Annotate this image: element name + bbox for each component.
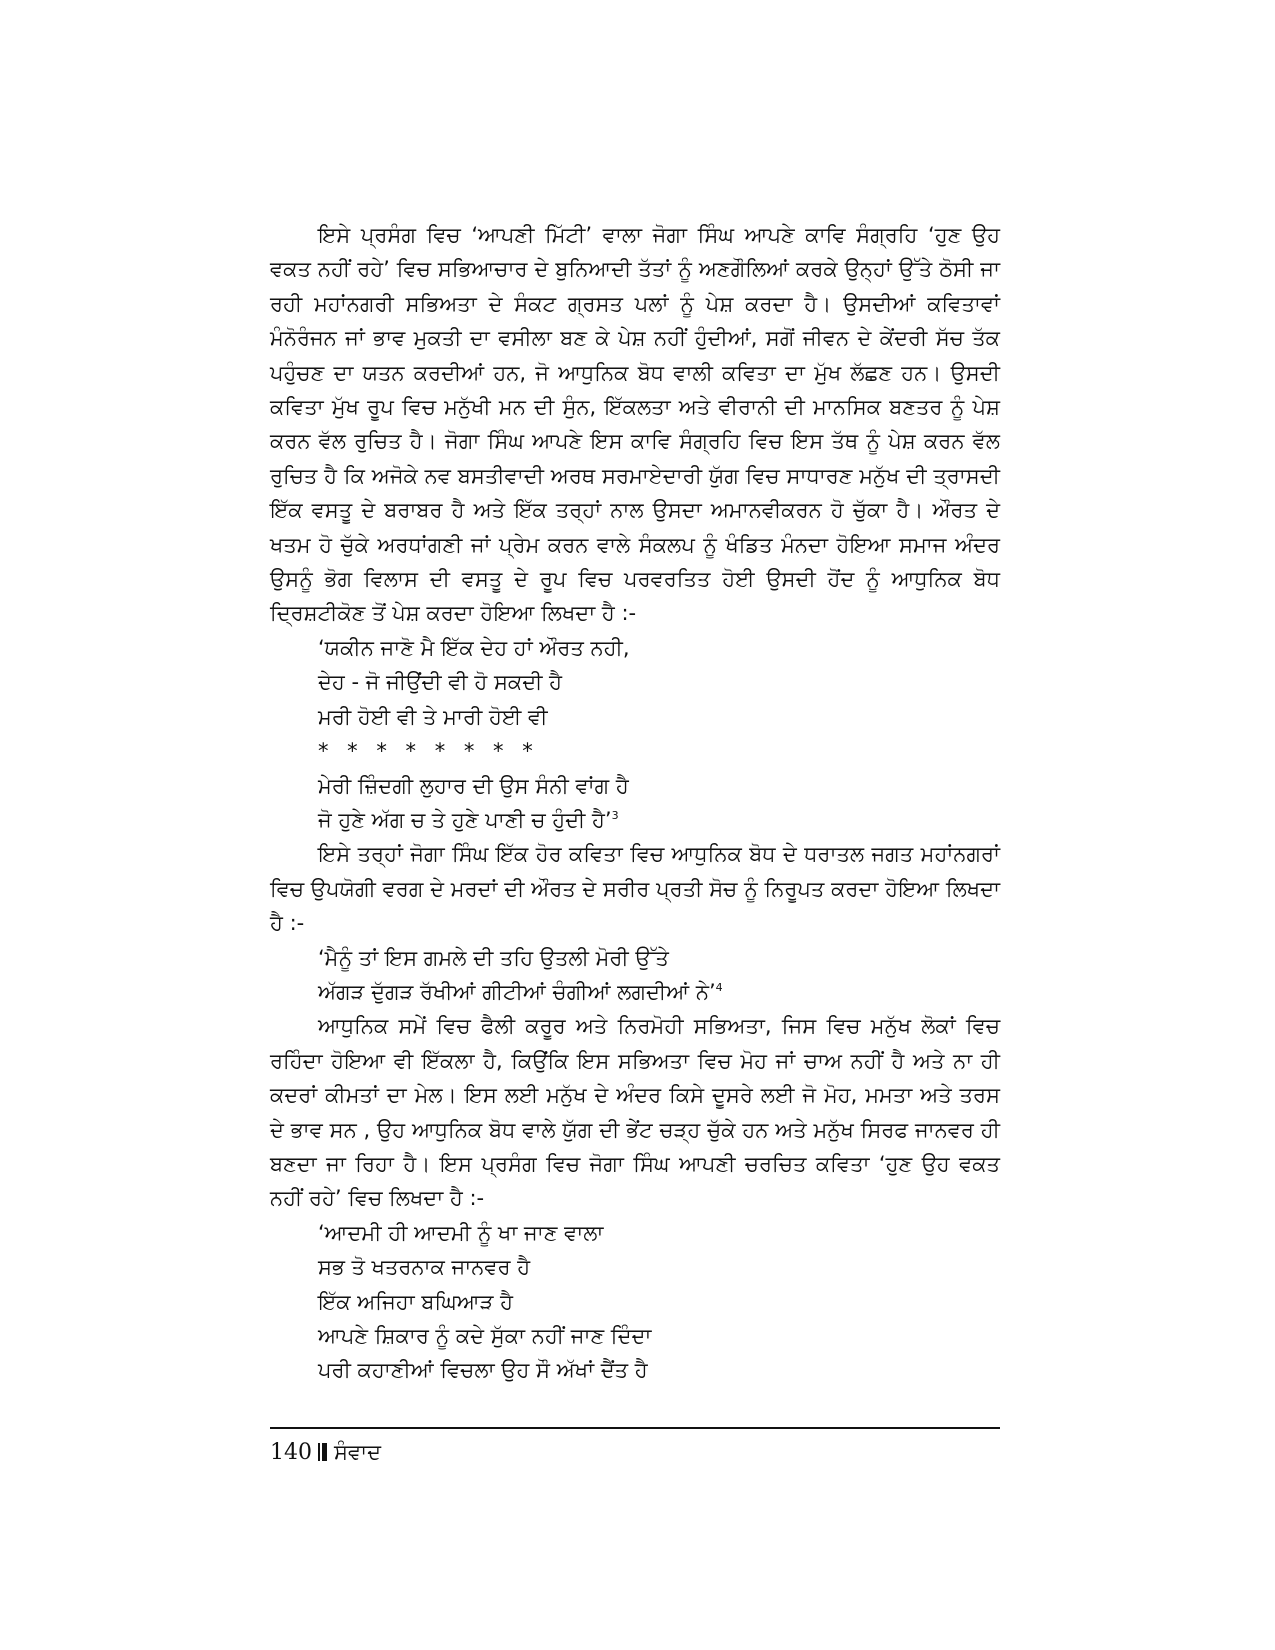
poem-line: ਸਭ ਤੋ ਖਤਰਨਾਕ ਜਾਨਵਰ ਹੈ (318, 1255, 531, 1280)
poem-line: ‘ਆਦਮੀ ਹੀ ਆਦਮੀ ਨੂੰ ਖਾ ਜਾਣ ਵਾਲਾ (318, 1220, 604, 1245)
poem-line: ਪਰੀ ਕਹਾਣੀਆਂ ਵਿਚਲਾ ਉਹ ਸੌ ਅੱਖਾਂ ਦੈਂਤ ਹੈ (318, 1358, 648, 1383)
poem-line-text: ਜੋ ਹੁਣੇ ਅੱਗ ਚ ਤੇ ਹੁਣੇ ਪਾਣੀ ਚ ਹੁੰਦੀ ਹੈ’ (318, 807, 612, 832)
poem-line: ਇੱਕ ਅਜਿਹਾ ਬਘਿਆੜ ਹੈ (318, 1289, 513, 1314)
poem-quote-3 (270, 1216, 1000, 1388)
double-bar-icon (318, 1442, 328, 1462)
section-break-stars: * * * * * * * * (318, 739, 539, 764)
poem-line: ‘ਮੈਨੂੰ ਤਾਂ ਇਸ ਗਮਲੇ ਦੀ ਤਹਿ ਉਤਲੀ ਮੋਰੀ ਉੱਤੇ (318, 945, 669, 970)
poem-line: ਆਪਣੇ ਸ਼ਿਕਾਰ ਨੂੰ ਕਦੇ ਸੁੱਕਾ ਨਹੀਂ ਜਾਣ ਦਿੰਦਾ (318, 1324, 652, 1348)
poem-line: ‘ਯਕੀਨ ਜਾਣੋ ਮੈ ਇੱਕ ਦੇਹ ਹਾਂ ਔਰਤ ਨਹੀ, (318, 635, 630, 660)
poem-quote-1 (270, 631, 1000, 837)
page-number: 140 (270, 1439, 312, 1465)
poem-line: ਦੇਹ - ਜੋ ਜੀਉਂਦੀ ਵੀ ਹੋ ਸਕਦੀ ਹੈ (318, 670, 563, 695)
paragraph-2: ਇਸੇ ਤਰ੍ਹਾਂ ਜੋਗਾ ਸਿੰਘ ਇੱਕ ਹੋਰ ਕਵਿਤਾ ਵਿਚ ਆਧੁਨਿਕ ਬੋਧ ਦੇ ਧਰਾਤਲ ਜਗਤ ਮਹਾਂਨਗਰਾਂ ਵਿਚ ਉਪਯੋਗੀ ਵਰਗ ਦੇ ਮਰਦਾਂ ਦੀ ਔਰਤ ਦੇ ਸਰੀਰ ਪ੍ਰਤੀ ਸੋਚ ਨੂੰ ਨਿਰੂਪਤ ਕਰਦਾ ਹੋਇਆ ਲਿਖਦਾ ਹੈ :- (270, 842, 1000, 936)
poem-line: ਮੇਰੀ ਜ਼ਿੰਦਗੀ ਲੁਹਾਰ ਦੀ ਉਸ ਸੰਨੀ ਵਾਂਗ ਹੈ (318, 773, 629, 798)
poem-line: ਮਰੀ ਹੋਈ ਵੀ ਤੇ ਮਾਰੀ ਹੋਈ ਵੀ (318, 704, 548, 729)
journal-name: ਸੰਵਾਦ (334, 1439, 382, 1464)
poem-line-text: ਅੱਗੜ ਦੁੱਗੜ ਰੱਖੀਆਂ ਗੀਟੀਆਂ ਚੰਗੀਆਂ ਲਗਦੀਆਂ ਨੇ’ (318, 979, 716, 1004)
paragraph-3: ਆਧੁਨਿਕ ਸਮੇਂ ਵਿਚ ਫੈਲੀ ਕਰੂਰ ਅਤੇ ਨਿਰਮੋਹੀ ਸਭਿਅਤਾ, ਜਿਸ ਵਿਚ ਮਨੁੱਖ ਲੋਕਾਂ ਵਿਚ ਰਹਿੰਦਾ ਹੋਇਆ ਵੀ ਇੱਕਲਾ ਹੈ, ਕਿਉਂਕਿ ਇਸ ਸਭਿਅਤਾ ਵਿਚ ਮੋਹ ਜਾਂ ਚਾਅ ਨਹੀਂ ਹੈ ਅਤੇ ਨਾ ਹੀ ਕਦਰਾਂ ਕੀਮਤਾਂ ਦਾ ਮੇਲ। ਇਸ ਲਈ ਮਨੁੱਖ ਦੇ ਅੰਦਰ ਕਿਸੇ ਦੂਸਰੇ ਲਈ ਜੋ ਮੋਹ, ਮਮਤਾ ਅਤੇ ਤਰਸ ਦੇ ਭਾਵ ਸਨ , ਉਹ ਆਧੁਨਿਕ ਬੋਧ ਵਾਲੇ ਯੁੱਗ ਦੀ ਭੇਂਟ ਚੜ੍ਹ ਚੁੱਕੇ ਹਨ ਅਤੇ ਮਨੁੱਖ ਸਿਰਫ ਜਾਨਵਰ ਹੀ ਬਣਦਾ ਜਾ ਰਿਹਾ ਹੈ। ਇਸ ਪ੍ਰਸੰਗ ਵਿਚ ਜੋਗਾ ਸਿੰਘ ਆਪਣੀ ਚਰਚਿਤ ਕਵਿਤਾ ‘ਹੁਣ ਉਹ ਵਕਤ ਨਹੀਂ ਰਹੇ’ ਵਿਚ ਲਿਖਦਾ ਹੈ :- (270, 1014, 1000, 1211)
poem-quote-2 (270, 941, 1000, 1010)
footer-rule (270, 1427, 1000, 1429)
page-body (270, 218, 1000, 1388)
page-footer (270, 1436, 381, 1468)
footnote-marker: 4 (715, 980, 723, 994)
poem-line-with-footnote (318, 803, 1000, 837)
footnote-marker: 3 (611, 808, 619, 822)
double-bar-icon-graphic (318, 1442, 328, 1462)
poem-line-with-footnote (318, 975, 1000, 1009)
paragraph-1: ਇਸੇ ਪ੍ਰਸੰਗ ਵਿਚ ‘ਆਪਣੀ ਮਿੱਟੀ’ ਵਾਲਾ ਜੋਗਾ ਸਿੰਘ ਆਪਣੇ ਕਾਵਿ ਸੰਗ੍ਰਹਿ ‘ਹੁਣ ਉਹ ਵਕਤ ਨਹੀਂ ਰਹੇ’ ਵਿਚ ਸਭਿਆਚਾਰ ਦੇ ਬੁਨਿਆਦੀ ਤੱਤਾਂ ਨੂੰ ਅਣਗੌਲਿਆਂ ਕਰਕੇ ਉਨ੍ਹਾਂ ਉੱਤੇ ਠੋਸੀ ਜਾ ਰਹੀ ਮਹਾਂਨਗਰੀ ਸਭਿਅਤਾ ਦੇ ਸੰਕਟ ਗ੍ਰਸਤ ਪਲਾਂ ਨੂੰ ਪੇਸ਼ ਕਰਦਾ ਹੈ। ਉਸਦੀਆਂ ਕਵਿਤਾਵਾਂ ਮੰਨੋਰੰਜਨ ਜਾਂ ਭਾਵ ਮੁਕਤੀ ਦਾ ਵਸੀਲਾ ਬਣ ਕੇ ਪੇਸ਼ ਨਹੀਂ ਹੁੰਦੀਆਂ, ਸਗੋਂ ਜੀਵਨ ਦੇ ਕੇਂਦਰੀ ਸੱਚ ਤੱਕ ਪਹੁੰਚਣ ਦਾ ਯਤਨ ਕਰਦੀਆਂ ਹਨ, ਜੋ ਆਧੁਨਿਕ ਬੋਧ ਵਾਲੀ ਕਵਿਤਾ ਦਾ ਮੁੱਖ ਲੱਛਣ ਹਨ। ਉਸਦੀ ਕਵਿਤਾ ਮੁੱਖ ਰੂਪ ਵਿਚ ਮਨੁੱਖੀ ਮਨ ਦੀ ਸੁੰਨ, ਇੱਕਲਤਾ ਅਤੇ ਵੀਰਾਨੀ ਦੀ ਮਾਨਸਿਕ ਬਣਤਰ ਨੂੰ ਪੇਸ਼ ਕਰਨ ਵੱਲ ਰੁਚਿਤ ਹੈ। ਜੋਗਾ ਸਿੰਘ ਆਪਣੇ ਇਸ ਕਾਵਿ ਸੰਗ੍ਰਹਿ ਵਿਚ ਇਸ ਤੱਥ ਨੂੰ ਪੇਸ਼ ਕਰਨ ਵੱਲ ਰੁਚਿਤ ਹੈ ਕਿ ਅਜੋਕੇ ਨਵ ਬਸਤੀਵਾਦੀ ਅਰਥ ਸਰਮਾਏਦਾਰੀ ਯੁੱਗ ਵਿਚ ਸਾਧਾਰਣ ਮਨੁੱਖ ਦੀ ਤ੍ਰਾਸਦੀ ਇੱਕ ਵਸਤੂ ਦੇ ਬਰਾਬਰ ਹੈ ਅਤੇ ਇੱਕ ਤਰ੍ਹਾਂ ਨਾਲ ਉਸਦਾ ਅਮਾਨਵੀਕਰਨ ਹੋ ਚੁੱਕਾ ਹੈ। ਔਰਤ ਦੇ ਖਤਮ ਹੋ ਚੁੱਕੇ ਅਰਧਾਂਗਣੀ ਜਾਂ ਪ੍ਰੇਮ ਕਰਨ ਵਾਲੇ ਸੰਕਲਪ ਨੂੰ ਖੰਡਿਤ ਮੰਨਦਾ ਹੋਇਆ ਸਮਾਜ ਅੰਦਰ ਉਸਨੂੰ ਭੋਗ ਵਿਲਾਸ ਦੀ ਵਸਤੂ ਦੇ ਰੂਪ ਵਿਚ ਪਰਵਰਤਿਤ ਹੋਈ ਉਸਦੀ ਹੋਂਦ ਨੂੰ ਆਧੁਨਿਕ ਬੋਧ ਦ੍ਰਿਸ਼ਟੀਕੋਣ ਤੋਂ ਪੇਸ਼ ਕਰਦਾ ਹੋਇਆ ਲਿਖਦਾ ਹੈ :- (270, 223, 1000, 626)
